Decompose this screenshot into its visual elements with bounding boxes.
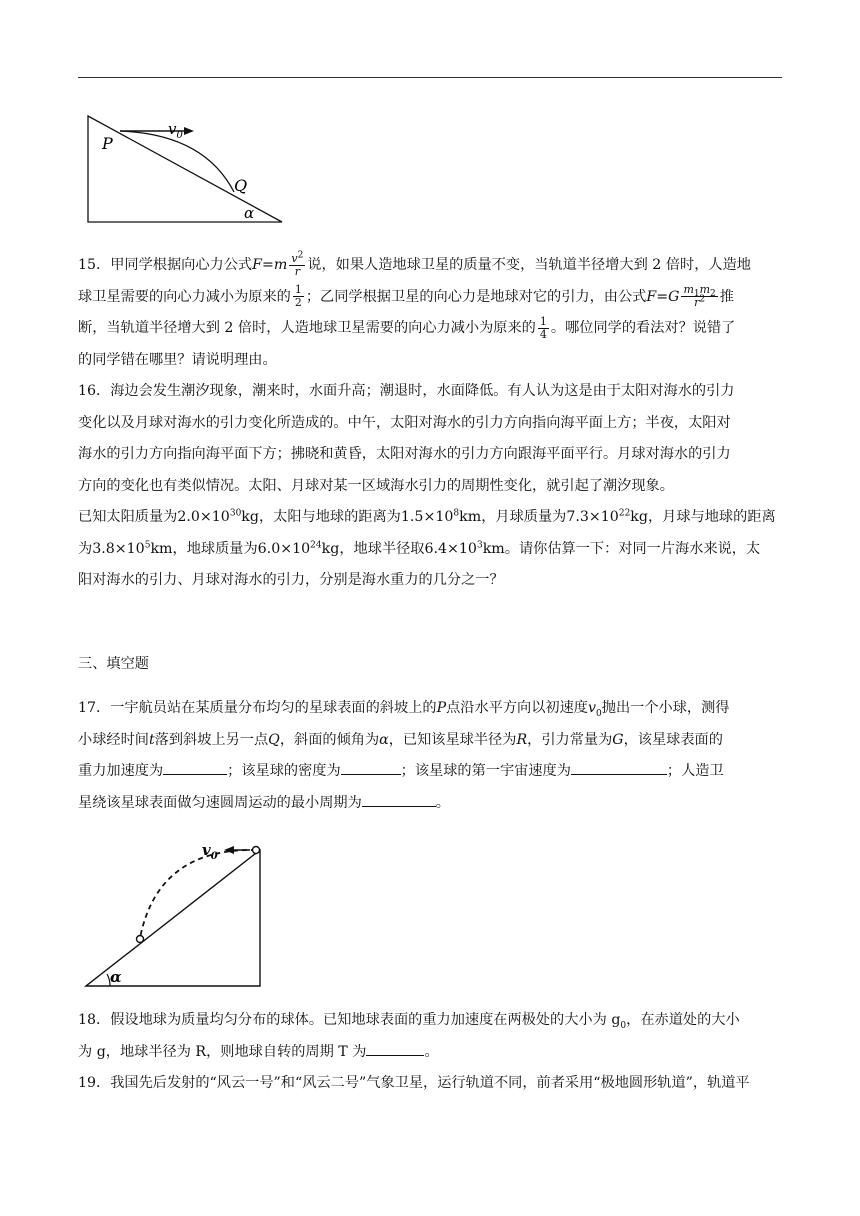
ball-landing (137, 936, 144, 943)
label-alpha: α (244, 204, 255, 222)
question-19: 19．我国先后发射的“风云一号”和“风云二号”气象卫星，运行轨道不同，前者采用“极地圆形轨道”，轨道平 (78, 1075, 750, 1091)
answer-blank-period-t[interactable] (366, 1041, 424, 1056)
question-15: 15．甲同学根据向心力公式F=m $\frac{v^2}{r}$ 说，如果人造地球卫星的质量不变，当轨道半径增大到 2 倍时，人造地 球卫星需要的向心力减小为原来的 $\frac{1}{2}$ ；乙同学根据卫星的向心力是地球对它的引力，由公式F=G $\frac{m_1m_2}{r^2}$ 推 断，当轨道半径增大到 2 倍时，人造地球卫星需要的向心力减小为原来的 $\frac{1}{4}$ 。哪位同学的看法对？说错了 的同学错在哪里？请说明理由。 (78, 249, 751, 368)
question-16: 16．海边会发生潮汐现象，潮来时，水面升高；潮退时，水面降低。有人认为这是由于太阳对海水的引力 变化以及月球对海水的引力变化所造成的。中午，太阳对海水的引力方向指向海平面上方；半夜，太阳对 海水的引力方向指向海平面下方；拂晓和黄昏，太阳对海水的引力方向跟海平面平行。月球对海水的引力 方向的变化也有类似情况。太阳、月球对某一区域海水引力的周期性变化，就引起了潮汐现象。 已知太阳质量为$2.0\times 10^{30}kg$，太阳与地球的距离为$1.5\times 10^8km$，月球质量为$7.3\times 10^{22}kg$，月球与地球的距离 为$3.8\times 10^5km$，地球质量为$6.0\times 10^{24}kg$，地球半径取$6.4\times 10^3km$。请你估算一下：对同一片海水来说，太 阳对海水的引力、月球对海水的引力，分别是海水重力的几分之一？ (78, 383, 776, 588)
label-p: P (102, 134, 113, 153)
ball-top (253, 847, 260, 854)
trajectory-dashed (140, 850, 256, 938)
answer-blank-velocity[interactable] (571, 760, 667, 775)
answer-blank-period[interactable] (362, 792, 436, 807)
header-rule (78, 77, 782, 78)
incline-triangle (86, 850, 260, 986)
section-heading: 三、填空题 (78, 656, 149, 672)
answer-blank-gravity[interactable] (163, 760, 227, 775)
label-alpha: α (110, 968, 122, 986)
figure-incline-pq (84, 112, 290, 228)
figure-incline-ball (84, 838, 276, 990)
label-v0: $v_0$ (202, 841, 218, 862)
question-18: 18．假设地球为质量均匀分布的球体。已知地球表面的重力加速度在两极处的大小为 $g_0$，在赤道处的大小 为 g，地球半径为 R，则地球自转的周期 T 为 。 (78, 1012, 740, 1060)
answer-blank-density[interactable] (341, 760, 401, 775)
label-q: Q (234, 176, 248, 195)
question-17: 17．一宇航员站在某质量分布均匀的星球表面的斜坡上的P点沿水平方向以初速度$v_0$抛出一个小球，测得 小球经时间t落到斜坡上另一点Q，斜面的倾角为α，已知该星球半径为R，引力常量为G，该星球表面的 重力加速度为 ；该星球的密度为 ；该星球的第一宇宙速度为 ；人造卫 星绕该星球表面做匀速圆周运动的最小周期为 。 (78, 700, 730, 811)
label-v0: $v_0$ (168, 120, 183, 141)
